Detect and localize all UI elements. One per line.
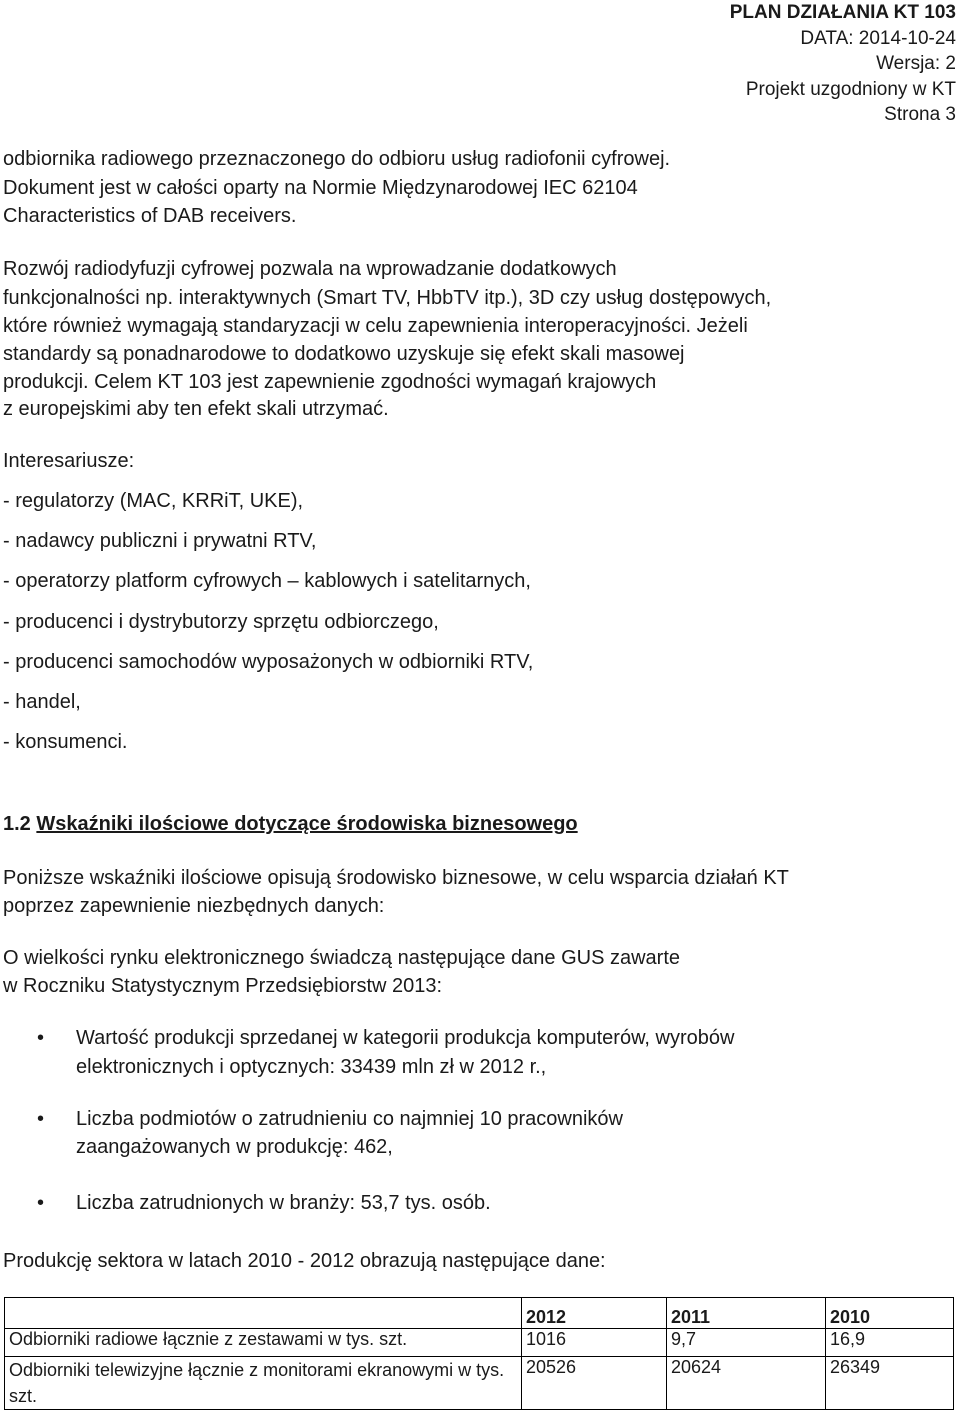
gus-intro-line: O wielkości rynku elektronicznego świadczą następujące dane GUS zawarte [3, 947, 681, 969]
paragraph-line: funkcjonalności np. interaktywnych (Smart TV, HbbTV itp.), 3D czy usług dostępowych, [3, 287, 772, 309]
paragraph-line: standardy są ponadnarodowe to dodatkowo uzyskuje się efekt skali masowej [3, 343, 685, 365]
intro-line: Dokument jest w całości oparty na Normie Międzynarodowej IEC 62104 [3, 177, 638, 199]
bullet-text: Wartość produkcji sprzedanej w kategorii produkcja komputerów, wyrobów [76, 1027, 735, 1049]
stakeholder-item: - producenci samochodów wyposażonych w odbiorniki RTV, [3, 651, 534, 673]
table-row [5, 1329, 954, 1357]
table-cell: 16,9 [826, 1329, 954, 1357]
bullet-text: elektronicznych i optycznych: 33439 mln zł w 2012 r., [76, 1056, 547, 1078]
table-cell: 1016 [522, 1329, 667, 1357]
table-row-label: Odbiorniki radiowe łącznie z zestawami w tys. szt. [5, 1329, 522, 1357]
table-header-cell: 2012 [522, 1298, 667, 1329]
stakeholder-item: - regulatorzy (MAC, KRRiT, UKE), [3, 490, 304, 512]
table-header-row [5, 1298, 954, 1329]
table-cell: 26349 [826, 1357, 954, 1410]
table-cell: 20526 [522, 1357, 667, 1410]
intro-line: Characteristics of DAB receivers. [3, 205, 297, 227]
table-row-label: Odbiorniki telewizyjne łącznie z monitorami ekranowymi w tys. szt. [5, 1357, 522, 1410]
stakeholder-item: - nadawcy publiczni i prywatni RTV, [3, 530, 317, 552]
table-header-cell: 2011 [667, 1298, 826, 1329]
paragraph-line: Rozwój radiodyfuzji cyfrowej pozwala na wprowadzanie dodatkowych [3, 258, 617, 280]
document-status: Projekt uzgodniony w KT [745, 78, 956, 100]
bullet-icon: • [37, 1192, 45, 1214]
stakeholder-item: - producenci i dystrybutorzy sprzętu odbiorczego, [3, 611, 439, 633]
section-heading [3, 813, 578, 836]
stakeholder-item: - operatorzy platform cyfrowych – kablowych i satelitarnych, [3, 570, 531, 592]
table-intro: Produkcję sektora w latach 2010 - 2012 obrazują następujące dane: [3, 1250, 606, 1272]
production-table [4, 1297, 954, 1410]
table-row [5, 1357, 954, 1410]
section-intro-line: poprzez zapewnienie niezbędnych danych: [3, 895, 385, 917]
intro-line: odbiornika radiowego przeznaczonego do odbioru usług radiofonii cyfrowej. [3, 148, 671, 170]
document-header [730, 0, 956, 128]
table-cell: 20624 [667, 1357, 826, 1410]
document-date: DATA: 2014-10-24 [800, 27, 956, 49]
document-version: Wersja: 2 [876, 53, 956, 74]
stakeholder-item: - handel, [3, 691, 81, 713]
paragraph-line: produkcji. Celem KT 103 jest zapewnienie zgodności wymagań krajowych [3, 371, 657, 393]
table-header-cell: 2010 [826, 1298, 954, 1329]
stakeholder-item: - konsumenci. [3, 731, 128, 753]
table-header-cell [5, 1298, 522, 1329]
bullet-icon: • [37, 1108, 45, 1130]
paragraph-line: które również wymagają standaryzacji w celu zapewnienia interoperacyjności. Jeżeli [3, 315, 748, 337]
table-cell: 9,7 [667, 1329, 826, 1357]
section-number: 1.2 [3, 813, 31, 835]
bullet-icon: • [37, 1027, 45, 1049]
section-title: Wskaźniki ilościowe dotyczące środowiska biznesowego [36, 813, 578, 835]
section-intro-line: Poniższe wskaźniki ilościowe opisują środowisko biznesowe, w celu wsparcia działań KT [3, 867, 789, 889]
gus-intro-line: w Roczniku Statystycznym Przedsiębiorstw 2013: [3, 975, 443, 997]
stakeholders-label: Interesariusze: [3, 450, 135, 472]
plan-title: PLAN DZIAŁANIA KT 103 [729, 2, 956, 23]
bullet-text: zaangażowanych w produkcję: 462, [76, 1136, 393, 1158]
bullet-text: Liczba zatrudnionych w branży: 53,7 tys. osób. [76, 1192, 491, 1214]
paragraph-line: z europejskimi aby ten efekt skali utrzymać. [3, 398, 389, 420]
bullet-text: Liczba podmiotów o zatrudnieniu co najmniej 10 pracowników [76, 1108, 623, 1130]
page-number: Strona 3 [884, 104, 956, 125]
